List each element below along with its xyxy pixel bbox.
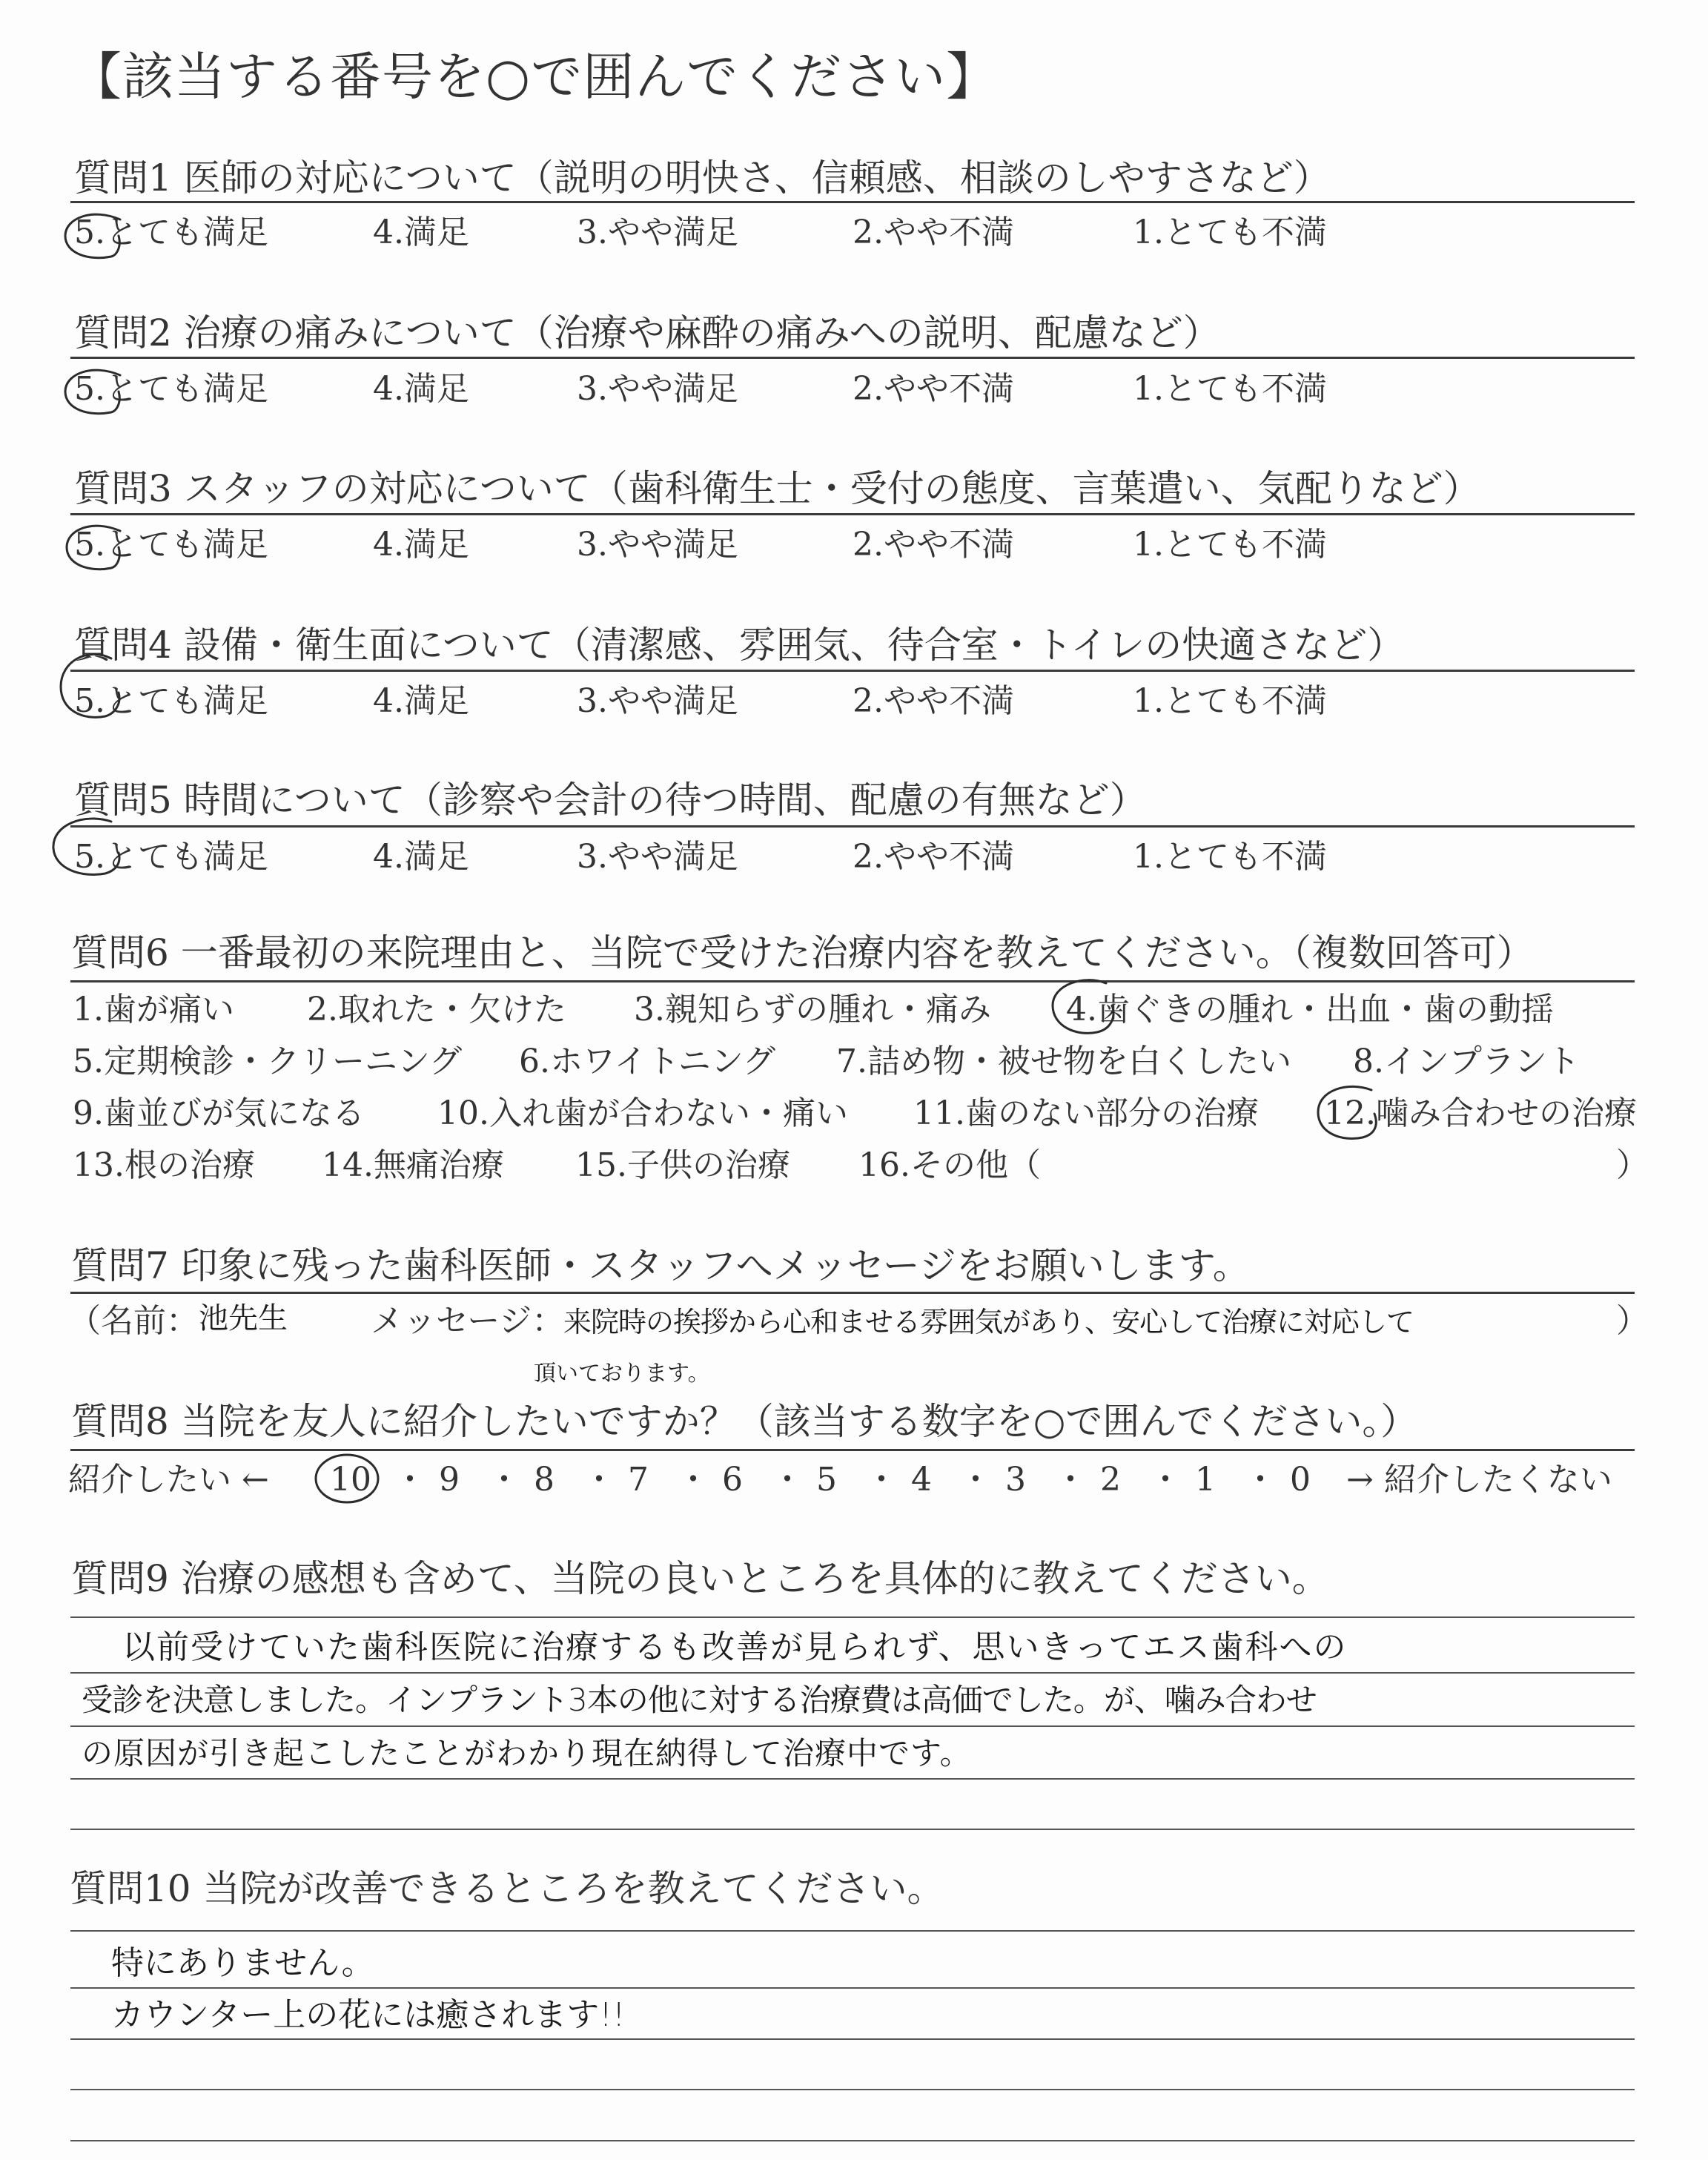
- q7-message-handwritten-2: 頂いております。: [534, 1361, 710, 1387]
- q6-option-12[interactable]: 12.噛み合わせの治療: [1324, 1094, 1637, 1132]
- q8-score-2[interactable]: 2: [1100, 1461, 1121, 1499]
- q6-option-10[interactable]: 10.入れ歯が合わない・痛い: [437, 1094, 848, 1132]
- q5-label: 質問5 時間について（診察や会計の待つ時間、配慮の有無など）: [74, 779, 1147, 822]
- q9-label: 質問9 治療の感想も含めて、当院の良いところを具体的に教えてください。: [71, 1557, 1329, 1600]
- q5-option-1[interactable]: 1.とても不満: [1133, 838, 1327, 876]
- q9-rule-5: [70, 1829, 1635, 1830]
- q8-dot: ・: [865, 1461, 898, 1499]
- q9-answer-line-3: の原因が引き起こしたことがわかり現在納得して治療中です。: [82, 1735, 972, 1771]
- q8-score-8[interactable]: 8: [534, 1461, 555, 1499]
- q7-rule: [70, 1292, 1635, 1294]
- q3-rule: [70, 513, 1635, 515]
- q10-answer-line-2: カウンター上の花には癒されます!!: [111, 1996, 626, 2034]
- q5-option-4[interactable]: 4.満足: [373, 838, 469, 876]
- q7-label: 質問7 印象に残った歯科医師・スタッフへメッセージをお願いします。: [71, 1244, 1250, 1287]
- q8-score-1[interactable]: 1: [1195, 1461, 1216, 1499]
- q8-score-7[interactable]: 7: [628, 1461, 649, 1499]
- q8-left-label: 紹介したい ←: [68, 1461, 269, 1499]
- q3-option-1[interactable]: 1.とても不満: [1133, 526, 1327, 564]
- q8-dot: ・: [1054, 1461, 1087, 1499]
- q10-rule-5: [70, 2140, 1635, 2141]
- q9-answer-line-1: 以前受けていた歯科医院に治療するも改善が見られず、思いきってエス歯科への: [122, 1628, 1348, 1666]
- q1-option-4[interactable]: 4.満足: [373, 214, 469, 251]
- q2-label: 質問2 治療の痛みについて（治療や麻酔の痛みへの説明、配慮など）: [74, 311, 1220, 354]
- q6-option-6[interactable]: 6.ホワイトニング: [519, 1043, 776, 1080]
- q8-dot: ・: [959, 1461, 992, 1499]
- q6-label: 質問6 一番最初の来院理由と、当院で受けた治療内容を教えてください。（複数回答可）: [71, 931, 1534, 974]
- q3-option-5[interactable]: 5.とても満足: [74, 526, 268, 564]
- q6-option-14[interactable]: 14.無痛治療: [322, 1146, 504, 1184]
- q9-rule-1: [70, 1616, 1635, 1618]
- q2-option-1[interactable]: 1.とても不満: [1133, 370, 1327, 408]
- q4-option-2[interactable]: 2.やや不満: [853, 682, 1014, 720]
- q8-dot: ・: [394, 1461, 426, 1499]
- q10-rule-3: [70, 2038, 1635, 2040]
- q6-option-13[interactable]: 13.根の治療: [73, 1146, 255, 1184]
- q8-dot: ・: [771, 1461, 804, 1499]
- q10-answer-line-1: 特にありません。: [111, 1944, 374, 1982]
- q6-option-1[interactable]: 1.歯が痛い: [73, 991, 234, 1028]
- q2-rule: [70, 357, 1635, 359]
- q8-score-9[interactable]: 9: [439, 1461, 460, 1499]
- q9-answer-line-2: 受診を決意しました。インプラント3本の他に対する治療費は高価でした。が、噛み合わせ: [82, 1682, 1317, 1718]
- q3-option-3[interactable]: 3.やや満足: [577, 526, 738, 564]
- q9-rule-3: [70, 1725, 1635, 1727]
- q7-close-paren: ）: [1616, 1302, 1649, 1340]
- q2-option-5[interactable]: 5.とても満足: [74, 370, 268, 408]
- q8-right-label: → 紹介したくない: [1346, 1461, 1612, 1499]
- q3-option-4[interactable]: 4.満足: [373, 526, 469, 564]
- q8-label: 質問8 当院を友人に紹介したいですか？（該当する数字を○で囲んでください。）: [71, 1400, 1418, 1443]
- q2-option-2[interactable]: 2.やや不満: [853, 370, 1014, 408]
- q7-name-label: （名前：: [68, 1302, 199, 1340]
- q8-dot: ・: [583, 1461, 615, 1499]
- q6-option-15[interactable]: 15.子供の治療: [575, 1146, 790, 1184]
- q5-option-3[interactable]: 3.やや満足: [577, 838, 738, 876]
- q4-rule: [70, 670, 1635, 672]
- q4-option-1[interactable]: 1.とても不満: [1133, 682, 1327, 720]
- q2-option-4[interactable]: 4.満足: [373, 370, 469, 408]
- q6-option-5[interactable]: 5.定期検診・クリーニング: [73, 1043, 463, 1080]
- q7-name-handwritten: 池先生: [199, 1301, 288, 1335]
- q2-option-3[interactable]: 3.やや満足: [577, 370, 738, 408]
- q8-dot: ・: [1149, 1461, 1182, 1499]
- q6-option-16[interactable]: 16.その他（: [858, 1146, 1041, 1184]
- q9-rule-2: [70, 1672, 1635, 1674]
- q1-option-2[interactable]: 2.やや不満: [853, 214, 1014, 251]
- q8-dot: ・: [677, 1461, 709, 1499]
- q8-dot: ・: [1244, 1461, 1277, 1499]
- q7-message-label: メッセージ：: [371, 1302, 565, 1340]
- q6-option-3[interactable]: 3.親知らずの腫れ・痛み: [634, 991, 991, 1028]
- q6-option-16-close: ）: [1616, 1146, 1649, 1184]
- q5-rule: [70, 825, 1635, 828]
- q1-label: 質問1 医師の対応について（説明の明快さ、信頼感、相談のしやすさなど）: [74, 156, 1331, 199]
- q10-rule-1: [70, 1930, 1635, 1932]
- q8-score-6[interactable]: 6: [722, 1461, 743, 1499]
- q4-option-5[interactable]: 5.とても満足: [74, 682, 268, 720]
- q10-rule-4: [70, 2089, 1635, 2090]
- q1-option-3[interactable]: 3.やや満足: [577, 214, 738, 251]
- q1-rule: [70, 201, 1635, 203]
- q4-option-3[interactable]: 3.やや満足: [577, 682, 738, 720]
- q6-option-9[interactable]: 9.歯並びが気になる: [73, 1094, 365, 1132]
- q5-option-5[interactable]: 5.とても満足: [74, 838, 268, 876]
- q10-rule-2: [70, 1987, 1635, 1989]
- q6-option-4[interactable]: 4.歯ぐきの腫れ・出血・歯の動揺: [1066, 991, 1554, 1028]
- page-title: 【該当する番号を○で囲んでください】: [70, 47, 999, 107]
- q10-label: 質問10 当院が改善できるところを教えてください。: [70, 1867, 944, 1910]
- q8-score-4[interactable]: 4: [911, 1461, 932, 1499]
- q6-option-7[interactable]: 7.詰め物・被せ物を白くしたい: [836, 1043, 1291, 1080]
- q8-score-10[interactable]: 10: [330, 1461, 371, 1499]
- q8-score-5[interactable]: 5: [816, 1461, 837, 1499]
- q6-option-8[interactable]: 8.インプラント: [1353, 1043, 1580, 1080]
- q6-option-2[interactable]: 2.取れた・欠けた: [307, 991, 566, 1028]
- q8-rule: [70, 1449, 1635, 1451]
- q4-option-4[interactable]: 4.満足: [373, 682, 469, 720]
- q3-label: 質問3 スタッフの対応について（歯科衛生士・受付の態度、言葉遣い、気配りなど）: [74, 467, 1480, 510]
- q1-option-1[interactable]: 1.とても不満: [1133, 214, 1327, 251]
- q4-label: 質問4 設備・衛生面について（清潔感、雰囲気、待合室・トイレの快適さなど）: [74, 624, 1405, 667]
- q6-rule: [70, 980, 1635, 982]
- q3-option-2[interactable]: 2.やや不満: [853, 526, 1014, 564]
- q6-option-11[interactable]: 11.歯のない部分の治療: [913, 1094, 1259, 1132]
- q8-score-0[interactable]: 0: [1290, 1461, 1311, 1499]
- q1-option-5[interactable]: 5.とても満足: [74, 214, 268, 251]
- q5-option-2[interactable]: 2.やや不満: [853, 838, 1014, 876]
- q8-score-3[interactable]: 3: [1005, 1461, 1026, 1499]
- q9-rule-4: [70, 1778, 1635, 1780]
- q8-dot: ・: [488, 1461, 520, 1499]
- q7-message-handwritten-1: 来院時の挨拶から心和ませる雰囲気があり、安心して治療に対応して: [563, 1306, 1414, 1338]
